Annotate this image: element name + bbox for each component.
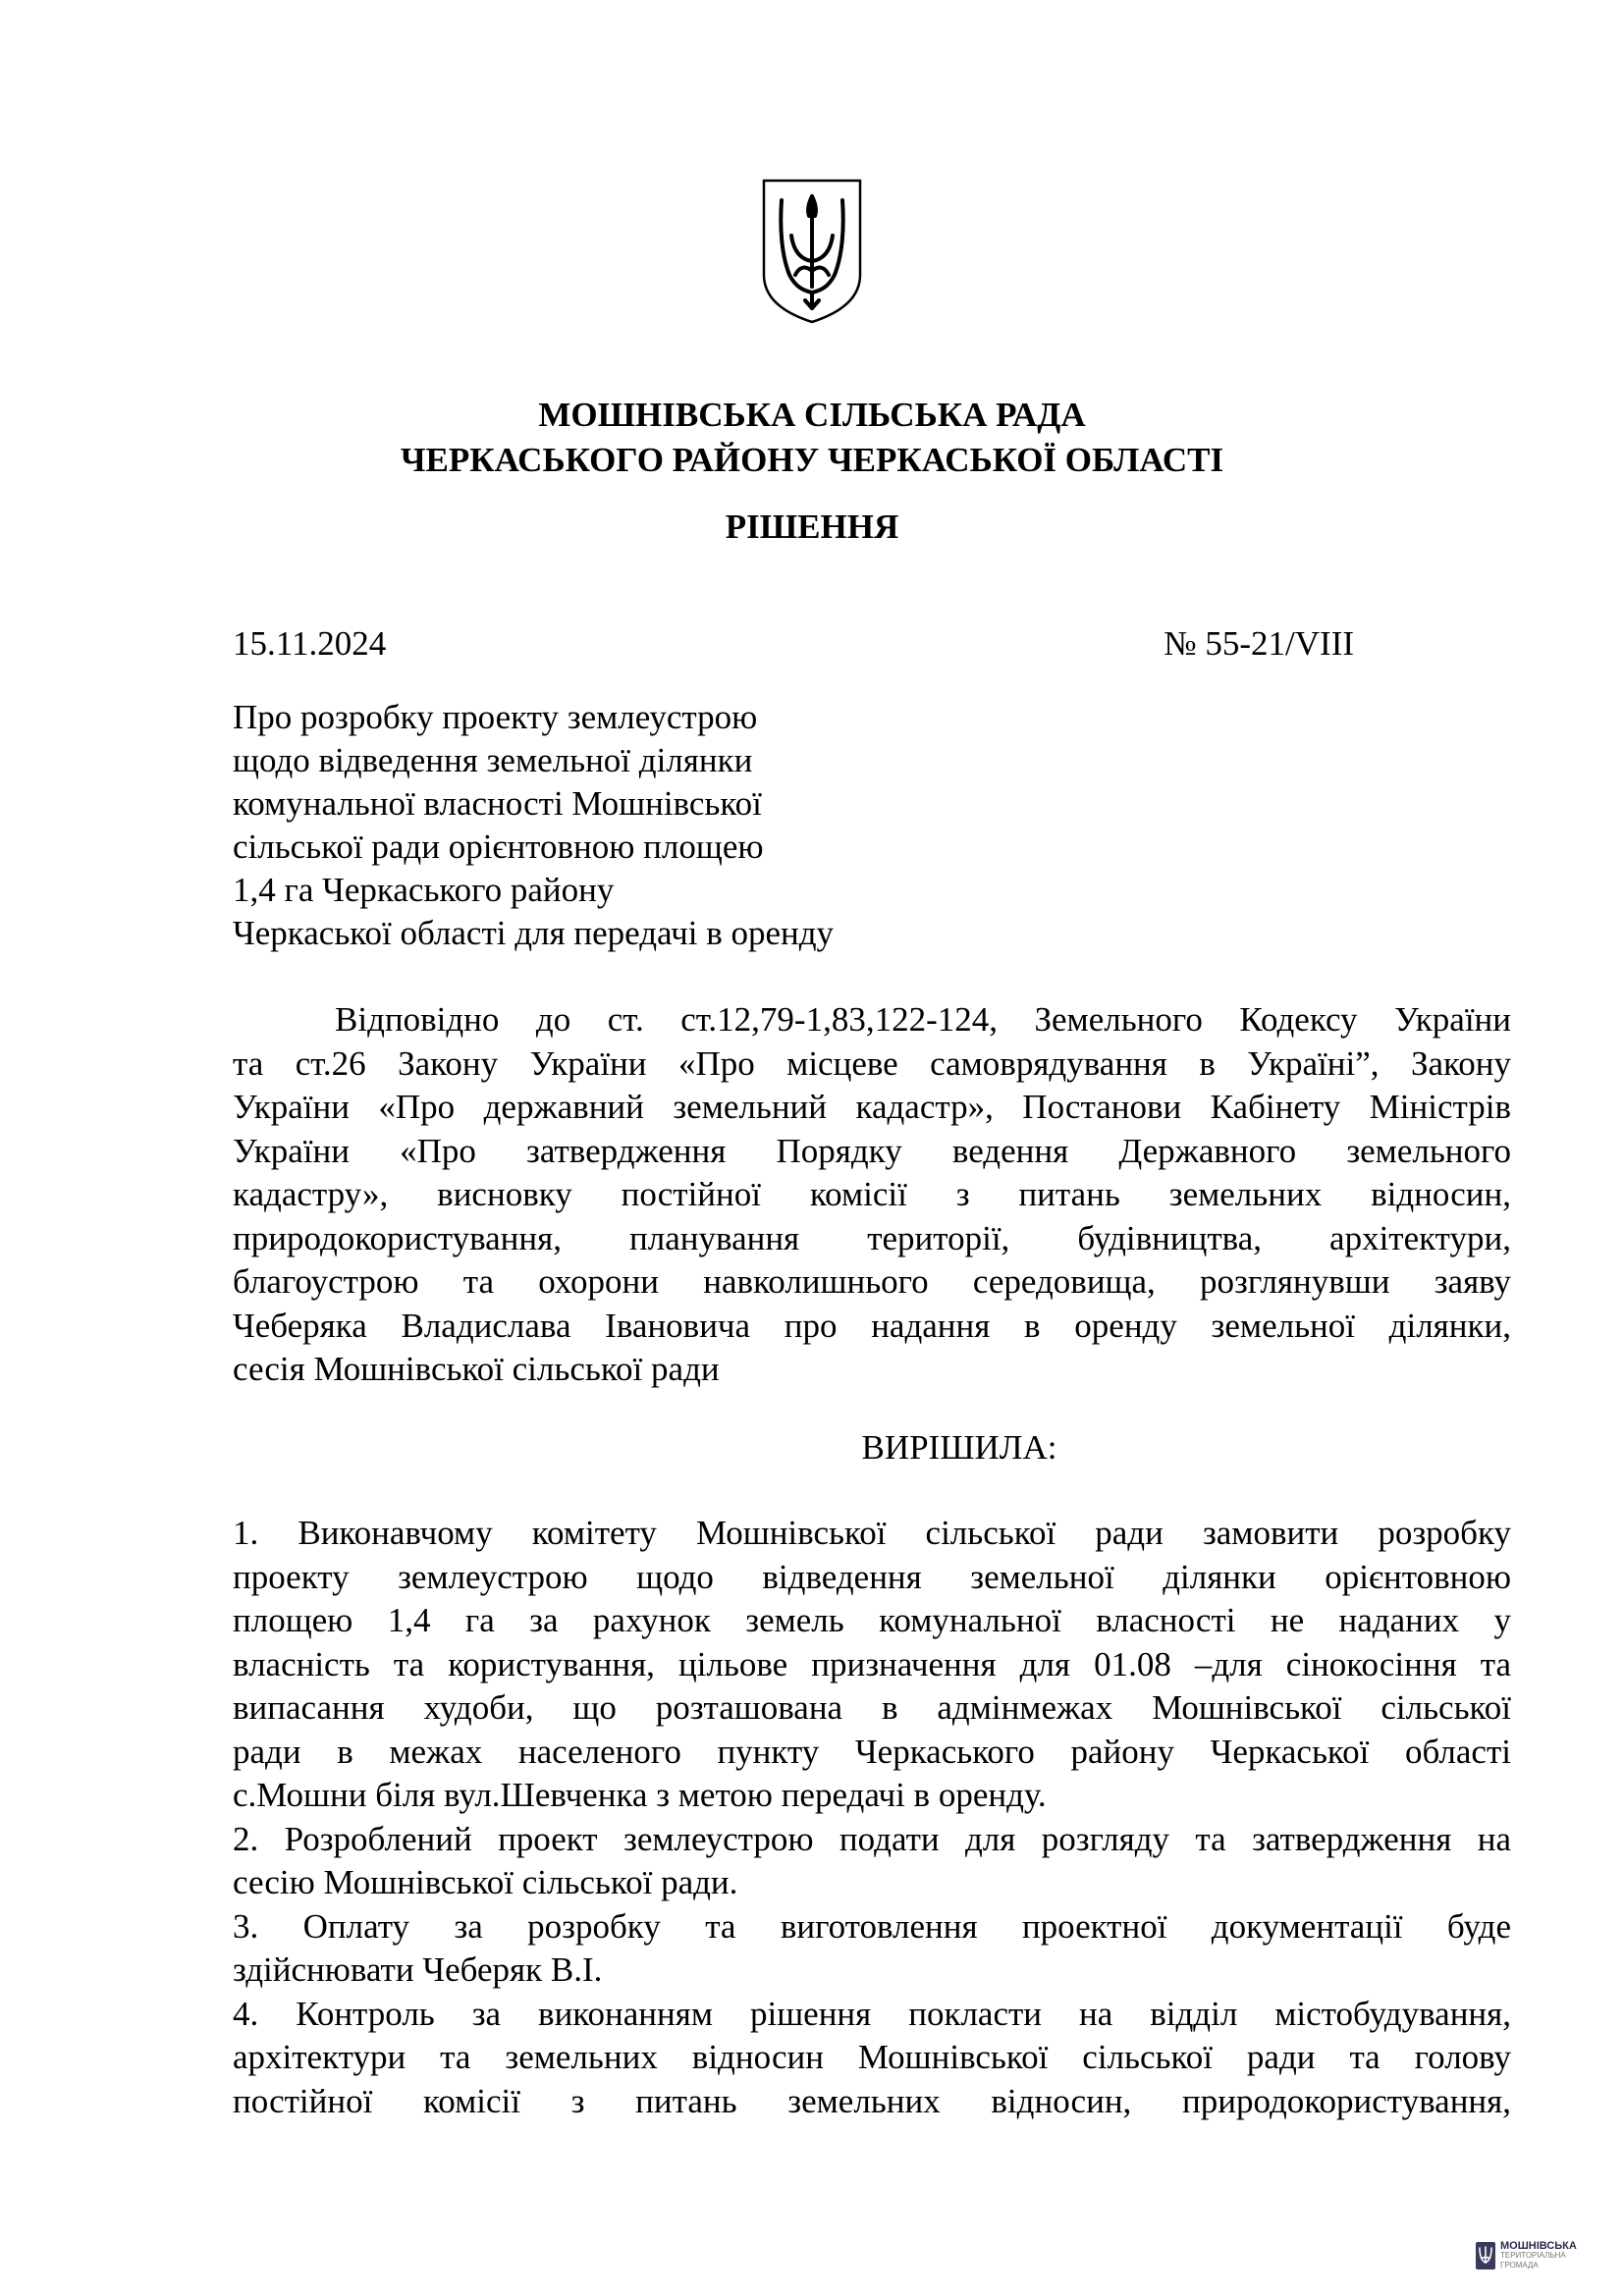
logo-text-line2: ТЕРИТОРІАЛЬНА bbox=[1500, 2251, 1566, 2260]
council-name-line1: МОШНІВСЬКА СІЛЬСЬКА РАДА bbox=[538, 396, 1086, 434]
subject-line: комунальної власності Мошнівської bbox=[233, 784, 762, 823]
item-line: випасання худоби, що розташована в адмінмежах Мошнівської сільської bbox=[233, 1688, 1511, 1727]
decision-item-1 bbox=[233, 1512, 1511, 1818]
council-name bbox=[0, 393, 1624, 483]
item-line: 3. Оплату за розробку та виготовлення проектної документації буде bbox=[233, 1906, 1511, 1946]
item-line: площею 1,4 га за рахунок земель комунальної власності не наданих у bbox=[233, 1601, 1511, 1639]
item-line: здійснювати Чеберяк В.І. bbox=[233, 1950, 603, 1989]
preamble-line: кадастру», висновку постійної комісії з питань земельних відносин, bbox=[233, 1175, 1511, 1213]
decision-number: № 55-21/VIII bbox=[1164, 624, 1354, 663]
subject-line: щодо відведення земельної ділянки bbox=[233, 741, 753, 779]
subject-line: сільської ради орієнтовною площею bbox=[233, 828, 764, 866]
subject-line: Про розробку проекту землеустрою bbox=[233, 698, 758, 736]
subject-line: 1,4 га Черкаського району bbox=[233, 871, 615, 909]
logo-text-line3: ГРОМАДА bbox=[1500, 2261, 1539, 2269]
document-type-title: РІШЕННЯ bbox=[725, 507, 899, 546]
preamble-line: благоустрою та охорони навколишнього середовища, розглянувши заяву bbox=[233, 1262, 1511, 1301]
item-line: 4. Контроль за виконанням рішення покласти на відділ містобудування, bbox=[233, 1994, 1511, 2033]
item-line: сесію Мошнівської сільської ради. bbox=[233, 1863, 738, 1901]
preamble-line: України «Про державний земельний кадастр», Постанови Кабінету Міністрів bbox=[233, 1088, 1511, 1126]
decision-item-2 bbox=[233, 1818, 1511, 1905]
coat-of-arms-icon bbox=[760, 177, 864, 326]
item-line: 1. Виконавчому комітету Мошнівської сільської ради замовити розробку bbox=[233, 1514, 1511, 1552]
item-line: 2. Розроблений проект землеустрою подати для розгляду та затвердження на bbox=[233, 1819, 1511, 1858]
decision-items bbox=[233, 1512, 1511, 2123]
item-line: архітектури та земельних відносин Мошнівської сільської ради та голову bbox=[233, 2038, 1511, 2076]
preamble-paragraph bbox=[233, 998, 1511, 1392]
decision-date: 15.11.2024 bbox=[233, 624, 387, 663]
preamble-line: України «Про затвердження Порядку ведення Державного земельного bbox=[233, 1131, 1511, 1170]
decision-item-4 bbox=[233, 1993, 1511, 2124]
item-line: проекту землеустрою щодо відведення земельної ділянки орієнтовною bbox=[233, 1557, 1511, 1596]
preamble-line: природокористування, планування території, будівництва, архітектури, bbox=[233, 1218, 1511, 1257]
decision-item-3 bbox=[233, 1905, 1511, 1993]
item-line: власність та користування, цільове призначення для 01.08 –для сінокосіння та bbox=[233, 1644, 1511, 1683]
item-line: ради в межах населеного пункту Черкаського району Черкаської області bbox=[233, 1732, 1511, 1771]
trident-icon bbox=[1475, 2241, 1496, 2270]
preamble-line: сесія Мошнівської сільської ради bbox=[233, 1350, 720, 1388]
item-line: постійної комісії з питань земельних відносин, природокористування, bbox=[233, 2081, 1511, 2120]
preamble-line: Відповідно до ст. ст.12,79-1,83,122-124, Земельного Кодексу України bbox=[335, 1000, 1511, 1039]
decision-subject bbox=[233, 696, 940, 955]
preamble-line: Чеберяка Владислава Івановича про надання в оренду земельної ділянки, bbox=[233, 1306, 1511, 1345]
preamble-line: та ст.26 Закону України «Про місцеве самоврядування в Україні”, Закону bbox=[233, 1043, 1511, 1083]
subject-line: Черкаської області для передачі в оренду bbox=[233, 914, 835, 952]
item-line: с.Мошни біля вул.Шевченка з метою передачі в оренду. bbox=[233, 1776, 1047, 1814]
council-name-line2: ЧЕРКАСЬКОГО РАЙОНУ ЧЕРКАСЬКОЇ ОБЛАСТІ bbox=[400, 441, 1224, 479]
community-logo bbox=[1475, 2241, 1577, 2270]
logo-text-line1: МОШНІВСЬКА bbox=[1500, 2240, 1577, 2252]
resolved-heading: ВИРІШИЛА: bbox=[861, 1428, 1057, 1467]
